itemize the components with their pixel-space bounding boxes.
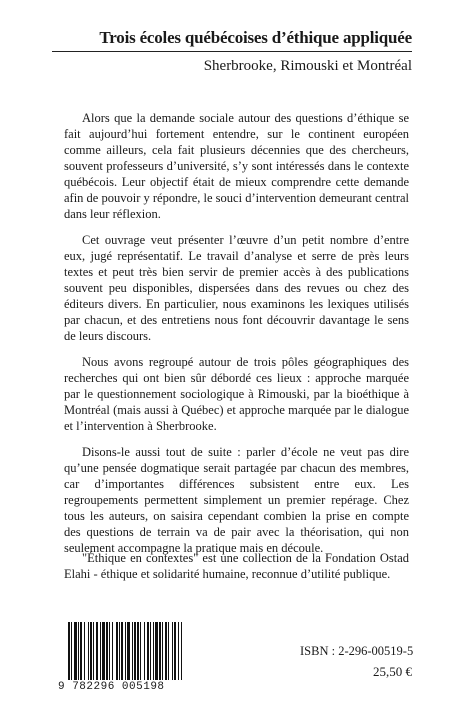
barcode — [58, 622, 224, 692]
barcode-bar — [100, 622, 101, 680]
paragraph-4: Disons-le aussi tout de suite : parler d’école ne veut pas dire qu’une pensée dogmatique serait partagée par chacun des membres, car d’importantes différences subsistent entre eux. Les regroupements permettent simplement un premier repérage. Chez tous les auteurs, on saisira cependant combien la prise en compte des questions de terrain va de pair avec la théorisation, qui non seulement accompagne la pratique mais en découle. — [64, 445, 409, 555]
barcode-bar — [74, 622, 77, 680]
barcode-bar — [174, 622, 176, 680]
barcode-bar — [112, 622, 113, 680]
barcode-bar — [106, 622, 108, 680]
paragraph-5: "Éthique en contextes" est une collection de la Fondation Ostad Elahi - éthique et solidarité humaine, reconnue d’utilité publique. — [64, 551, 409, 581]
paragraph-3: Nous avons regroupé autour de trois pôles géographiques des recherches qui ont bien sûr débordé ces lieux : approche marquée par le questionnement sociologique à Rimouski, par la bioéthique à Montréal (mais aussi à Québec) et approche marquée par le dialogue et l’intervention à Sherbrooke. — [64, 355, 409, 433]
book-title: Trois écoles québécoises d’éthique appliquée — [99, 28, 412, 47]
paragraph-1: Alors que la demande sociale autour des questions d’éthique se fait aujourd’hui fortement entendre, sur le continent européen comme ailleurs, cela fait plusieurs décennies que des chercheurs, souvent professeurs d’université, s’y sont intéressés dans le contexte québécois. Leur objectif était de mieux comprendre cette demande afin de pouvoir y répondre, le souci d’intervention demeurant central dans leur réflexion. — [64, 111, 410, 221]
barcode-bar — [172, 622, 173, 680]
barcode-bar — [84, 622, 85, 680]
barcode-bar — [78, 622, 79, 680]
barcode-bar — [88, 622, 89, 680]
barcode-bar — [127, 622, 130, 680]
barcode-bar — [125, 622, 126, 680]
barcode-bar — [134, 622, 136, 680]
barcode-bar — [109, 622, 110, 680]
barcode-bar — [119, 622, 120, 680]
barcode-bar — [147, 622, 149, 680]
title-rule — [52, 51, 412, 52]
barcode-bar — [102, 622, 105, 680]
barcode-number: 9 782296 005198 — [58, 681, 165, 693]
barcode-bar — [132, 622, 133, 680]
barcode-bar — [80, 622, 82, 680]
barcode-bar — [144, 622, 145, 680]
barcode-bar — [178, 622, 179, 680]
barcode-bar — [150, 622, 151, 680]
barcode-bars — [68, 622, 218, 680]
barcode-bar — [159, 622, 161, 680]
paragraph-2: Cet ouvrage veut présenter l’œuvre d’un petit nombre d’entre eux, jugé représentatif. Le travail d’analyse et serre de près leurs textes et peut très bien servir de premier accès à des publications souvent peu disponibles, dispersées dans des revues ou chez des éditeurs divers. En particulier, nous examinons les lexiques utilisés par chacun, et des entretiens nous font découvrir davantage le sens de leurs discours. — [64, 233, 409, 343]
price: 25,50 € — [373, 664, 412, 679]
barcode-bar — [68, 622, 70, 680]
barcode-bar — [137, 622, 139, 680]
isbn: ISBN : 2-296-00519-5 — [300, 644, 414, 658]
barcode-bar — [153, 622, 154, 680]
barcode-bar — [96, 622, 98, 680]
barcode-bar — [181, 622, 182, 680]
book-subtitle: Sherbrooke, Rimouski et Montréal — [203, 58, 412, 74]
barcode-bar — [168, 622, 169, 680]
barcode-bar — [165, 622, 167, 680]
barcode-bar — [90, 622, 92, 680]
barcode-bar — [93, 622, 94, 680]
barcode-bar — [121, 622, 123, 680]
barcode-bar — [140, 622, 141, 680]
barcode-bar — [155, 622, 158, 680]
barcode-bar — [162, 622, 163, 680]
barcode-bar — [71, 622, 72, 680]
barcode-bar — [116, 622, 118, 680]
